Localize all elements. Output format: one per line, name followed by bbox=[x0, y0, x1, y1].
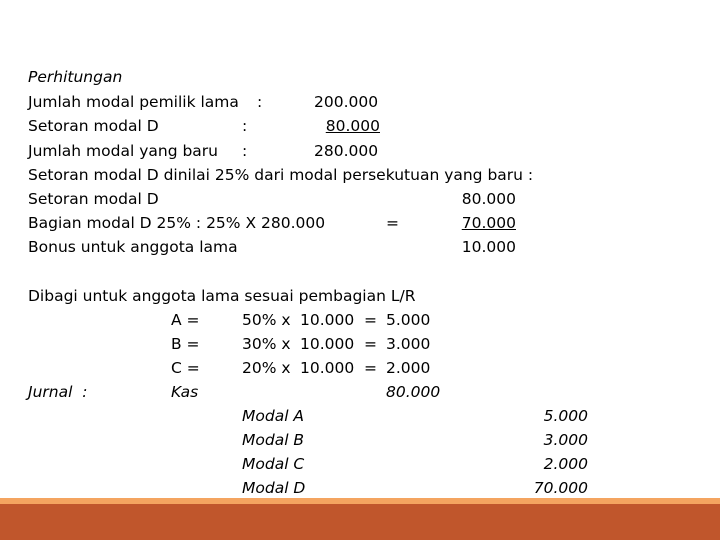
valuation-text: Setoran modal D dinilai 25% dari modal persekutuan yang baru : bbox=[28, 166, 534, 184]
journal-credit-account: Modal A bbox=[242, 407, 305, 425]
division-base: 10.000 bbox=[300, 335, 355, 353]
journal-credit-value: 2.000 bbox=[543, 455, 588, 473]
new-capital-label: Jumlah modal yang baru bbox=[28, 142, 218, 160]
division-result: 5.000 bbox=[386, 311, 431, 329]
journal-credit-value: 5.000 bbox=[543, 407, 588, 425]
division-result: 3.000 bbox=[386, 335, 431, 353]
new-capital-colon: : bbox=[242, 142, 248, 160]
footer-bar bbox=[0, 504, 720, 540]
division-eq: = bbox=[364, 311, 377, 329]
journal-credit-account: Modal B bbox=[242, 431, 305, 449]
journal-debit-account: Kas bbox=[171, 383, 199, 401]
journal-credit-account: Modal C bbox=[242, 455, 305, 473]
old-capital-colon: : bbox=[257, 93, 263, 111]
division-base: 10.000 bbox=[300, 359, 355, 377]
division-result: 2.000 bbox=[386, 359, 431, 377]
deposit-colon: : bbox=[242, 117, 248, 135]
bonus-value: 10.000 bbox=[461, 238, 516, 256]
division-base: 10.000 bbox=[300, 311, 355, 329]
journal-credit-value: 70.000 bbox=[533, 479, 588, 497]
share-label: Bagian modal D 25% : 25% X 280.000 bbox=[28, 214, 326, 232]
division-partner: A = bbox=[171, 311, 200, 329]
journal-credit-value: 3.000 bbox=[543, 431, 588, 449]
journal-debit-value: 80.000 bbox=[386, 383, 441, 401]
new-capital-value: 280.000 bbox=[314, 142, 379, 160]
share-value: 70.000 bbox=[461, 214, 516, 232]
calc-heading: Perhitungan bbox=[28, 68, 123, 86]
division-eq: = bbox=[364, 359, 377, 377]
deposit2-value: 80.000 bbox=[461, 190, 516, 208]
bonus-label: Bonus untuk anggota lama bbox=[28, 238, 238, 256]
division-pct: 30% x bbox=[242, 335, 291, 353]
division-pct: 50% x bbox=[242, 311, 291, 329]
division-heading: Dibagi untuk anggota lama sesuai pembagian L/R bbox=[28, 287, 416, 305]
division-partner: C = bbox=[171, 359, 200, 377]
deposit-value: 80.000 bbox=[325, 117, 380, 135]
journal-credit-account: Modal D bbox=[242, 479, 306, 497]
division-eq: = bbox=[364, 335, 377, 353]
old-capital-value: 200.000 bbox=[314, 93, 379, 111]
old-capital-label: Jumlah modal pemilik lama bbox=[28, 93, 239, 111]
journal-label: Jurnal : bbox=[28, 383, 88, 401]
division-partner: B = bbox=[171, 335, 200, 353]
deposit2-label: Setoran modal D bbox=[28, 190, 159, 208]
deposit-label: Setoran modal D bbox=[28, 117, 159, 135]
share-equals: = bbox=[386, 214, 399, 232]
division-pct: 20% x bbox=[242, 359, 291, 377]
